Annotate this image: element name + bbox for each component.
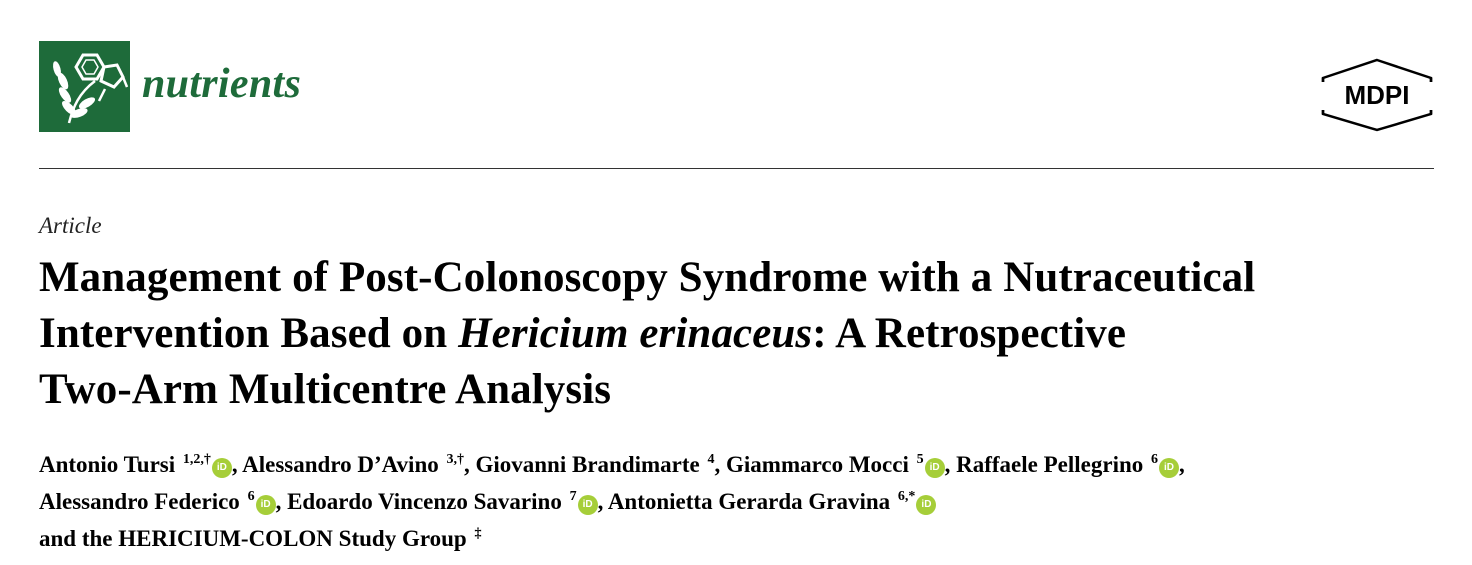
title-line-1: Management of Post-Colonoscopy Syndrome with a Nutraceutical <box>39 254 1256 301</box>
journal-logo <box>39 41 130 132</box>
author-name[interactable]: Antonietta Gerarda Gravina <box>607 489 891 514</box>
author-affiliation: 6 <box>1151 452 1158 467</box>
author-affiliation: ‡ <box>474 526 482 541</box>
author-affiliation: 7 <box>569 489 577 504</box>
author-name[interactable]: Antonio Tursi <box>39 452 176 477</box>
title-line-2-post: : A Retrospective <box>812 310 1127 357</box>
article-title <box>39 250 1449 418</box>
orcid-icon[interactable]: iD <box>578 495 598 515</box>
title-species-name: Hericium erinaceus <box>458 310 813 357</box>
publisher-logo <box>1320 58 1434 132</box>
author-name[interactable]: Raffaele Pellegrino <box>956 452 1144 477</box>
author-affiliation: 1,2,† <box>182 452 211 467</box>
orcid-icon[interactable]: iD <box>1159 458 1179 478</box>
title-line-3: Two-Arm Multicentre Analysis <box>39 366 612 413</box>
orcid-icon[interactable]: iD <box>256 495 276 515</box>
author-name[interactable]: Edoardo Vincenzo Savarino <box>287 489 562 514</box>
molecule-wheat-icon <box>39 41 130 132</box>
author-name[interactable]: Giammarco Mocci <box>726 452 909 477</box>
author-affiliation: 4 <box>707 452 715 467</box>
author-affiliation: 3,† <box>446 452 464 467</box>
author-name[interactable]: Alessandro Federico <box>39 489 240 514</box>
author-name[interactable]: Giovanni Brandimarte <box>475 452 700 477</box>
author-affiliation: 5 <box>916 452 924 467</box>
journal-name: nutrients <box>142 61 302 107</box>
author-affiliation: 6,* <box>897 489 916 504</box>
publisher-name: MDPI <box>1344 80 1410 110</box>
author-affiliation: 6 <box>247 489 255 504</box>
article-type: Article <box>39 213 102 238</box>
author-name[interactable]: Alessandro D’Avino <box>242 452 439 477</box>
study-group-name: and the HERICIUM-COLON Study Group <box>39 526 467 551</box>
orcid-icon[interactable]: iD <box>916 495 936 515</box>
title-line-2-pre: Intervention Based on <box>39 310 459 357</box>
header-divider <box>39 168 1434 169</box>
orcid-icon[interactable]: iD <box>925 458 945 478</box>
author-list: Antonio Tursi $^{1,2,\dagger}$iD , Alessandro D’Avino $^{3,\dagger}$, Giovanni Brandimarte $^4$, Giammarco Mocci $^5$iD , Raffaele Pellegrino $^6$iD , Alessandro Federico $^6$iD , Edoardo Vincenzo Savarino $^7$iD , Antonietta Gerarda Gravina $^{6,*}$iD and the HERICIUM-COLON Study Group ‡ <box>39 452 1185 551</box>
orcid-icon[interactable]: iD <box>212 458 232 478</box>
